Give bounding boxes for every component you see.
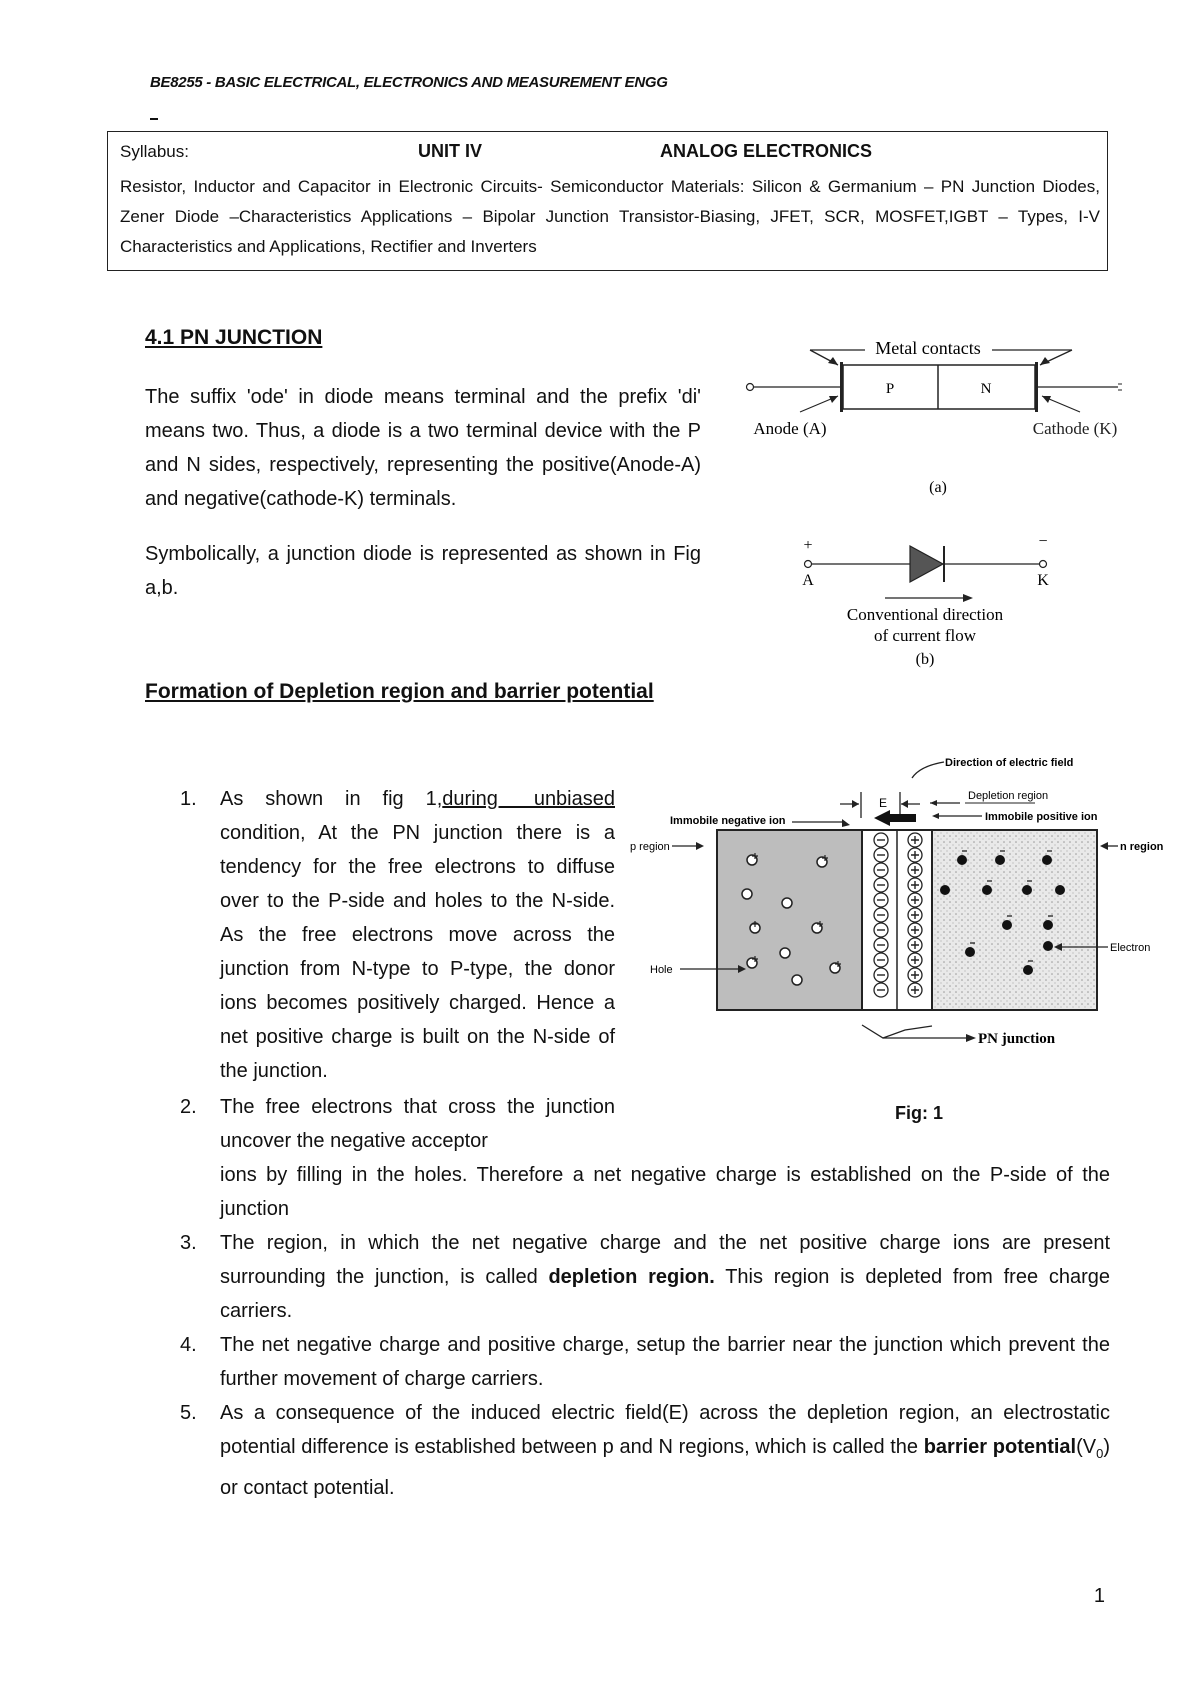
symbol-paragraph: Symbolically, a junction diode is represented as shown in Fig a,b.	[145, 543, 701, 599]
current-direction-arrow	[963, 594, 973, 602]
pn-block	[843, 365, 1035, 409]
n-region-block	[932, 830, 1097, 1010]
field-arrow-head	[874, 810, 890, 826]
syllabus-topic: ANALOG ELECTRONICS	[660, 141, 873, 161]
immobile-negative-ion-label: Immobile negative ion	[670, 815, 786, 827]
p-region-label: p region	[630, 841, 670, 853]
header-dash	[150, 118, 158, 120]
list-item-5-bold: barrier potential	[923, 1436, 1077, 1458]
list-item	[180, 1090, 1110, 1220]
list-item-5-subscript: 0	[1096, 1446, 1104, 1461]
diode-triangle	[910, 546, 943, 582]
syllabus-unit: UNIT IV	[418, 141, 483, 161]
intro-paragraph: The suffix 'ode' in diode means terminal and the prefix 'di' means two. Thus, a diode is a two terminal device with the P and N sides, respectively, representing the positive(Anode-A) and negative(cathode-K) terminals.	[145, 386, 701, 510]
list-item-5-symbol: (V	[1076, 1436, 1097, 1458]
pn-junction-label: PN junction	[978, 1031, 1056, 1047]
plus-sign: +	[803, 537, 813, 554]
n-side-label: N	[980, 381, 992, 397]
list-item-3-bold: depletion region.	[548, 1266, 715, 1288]
electron-label: Electron	[1110, 942, 1151, 954]
cathode-label: Cathode (K)	[1032, 419, 1118, 438]
current-caption-line1: Conventional direction	[846, 605, 1004, 624]
list-item-3-rest: This region is depleted from free charge carriers.	[220, 1266, 1110, 1322]
field-arrow-body	[888, 814, 916, 822]
list-item	[180, 1396, 1110, 1498]
minus-sign: −	[1038, 533, 1048, 550]
list-item	[180, 782, 615, 1122]
caption-b: (b)	[915, 651, 935, 668]
caption-a: (a)	[929, 479, 947, 496]
list-item-5-rest: ) or contact potential.	[220, 1436, 1110, 1499]
list-number: 3.	[180, 1232, 197, 1254]
list-number: 5.	[180, 1402, 197, 1424]
negative-ion-column	[874, 833, 888, 997]
p-side-label: P	[885, 381, 895, 397]
diode-structure-diagram	[730, 330, 1130, 505]
page-number: 1	[1093, 1585, 1105, 1607]
syllabus-text: Resistor, Inductor and Capacitor in Electronic Circuits- Semiconductor Materials: Silicon & Germanium – PN Junction Diodes, Zener Diode –Characteristics Applications – Bipolar Junction Transistor-Biasing, JFET, SCR, MOSFET,IGBT – Types, I-V Characteristics and Applications, Rectifier and Inverters	[120, 177, 1100, 256]
figure1-caption: Fig: 1	[895, 1103, 943, 1123]
list-item-2-part2: ions by filling in the holes. Therefore a net negative charge is established on the P-side of the junction	[220, 1164, 1110, 1220]
list-number: 4.	[180, 1334, 197, 1356]
depletion-region-figure	[630, 750, 1190, 1070]
anode-label: Anode (A)	[753, 419, 827, 438]
list-item	[180, 1226, 1110, 1328]
e-label: E	[878, 796, 888, 810]
section-title: 4.1 PN JUNCTION	[145, 326, 323, 349]
list-item-1-rest: condition, At the PN junction there is a tendency for the free electrons to diffuse over to the P-side and holes to the N-side. As the free electrons move across the junction from N-type to P-type, the donor ions becomes positively charged. Hence a net positive charge is built on the N-side of the junction.	[220, 822, 615, 1082]
current-caption-line2: of current flow	[874, 626, 976, 645]
list-item-4-text: The net negative charge and positive charge, setup the barrier near the junction which prevent the further movement of charge carriers.	[220, 1334, 1110, 1390]
course-header: BE8255 - BASIC ELECTRICAL, ELECTRONICS AND MEASUREMENT ENGG	[150, 74, 668, 91]
depletion-subsection-title: Formation of Depletion region and barrier potential	[145, 680, 654, 703]
list-item	[180, 1328, 1110, 1396]
list-number: 1.	[180, 788, 197, 810]
metal-contacts-label: Metal contacts	[875, 338, 981, 358]
syllabus-label: Syllabus:	[120, 142, 189, 161]
cathode-k-label: K	[1037, 572, 1049, 589]
list-item-5-pre: As a consequence of the induced electric field(E) across the depletion region, an electrostatic potential difference is established between p and N regions, which is called the	[220, 1402, 1110, 1458]
anode-a-label: A	[802, 572, 814, 589]
list-item-1-pre: As shown in fig 1,	[220, 788, 443, 810]
positive-ion-column	[908, 833, 922, 997]
depletion-region-label: Depletion region	[968, 790, 1049, 802]
immobile-positive-ion-label: Immobile positive ion	[985, 811, 1098, 823]
n-region-label: n region	[1120, 841, 1164, 853]
p-region-block	[717, 830, 862, 1010]
list-item-2-part1: The free electrons that cross the junction uncover the negative acceptor	[220, 1096, 615, 1152]
list-item-1-underline: during unbiased	[442, 788, 615, 810]
list-number: 2.	[180, 1096, 197, 1118]
list-item-3-pre: The region, in which the net negative charge and the net positive charge ions are present surrounding the junction, is called	[220, 1232, 1110, 1288]
diode-symbol-diagram	[795, 530, 1095, 680]
hole-label: Hole	[650, 964, 673, 976]
electric-field-direction-label: Direction of electric field	[945, 757, 1074, 769]
